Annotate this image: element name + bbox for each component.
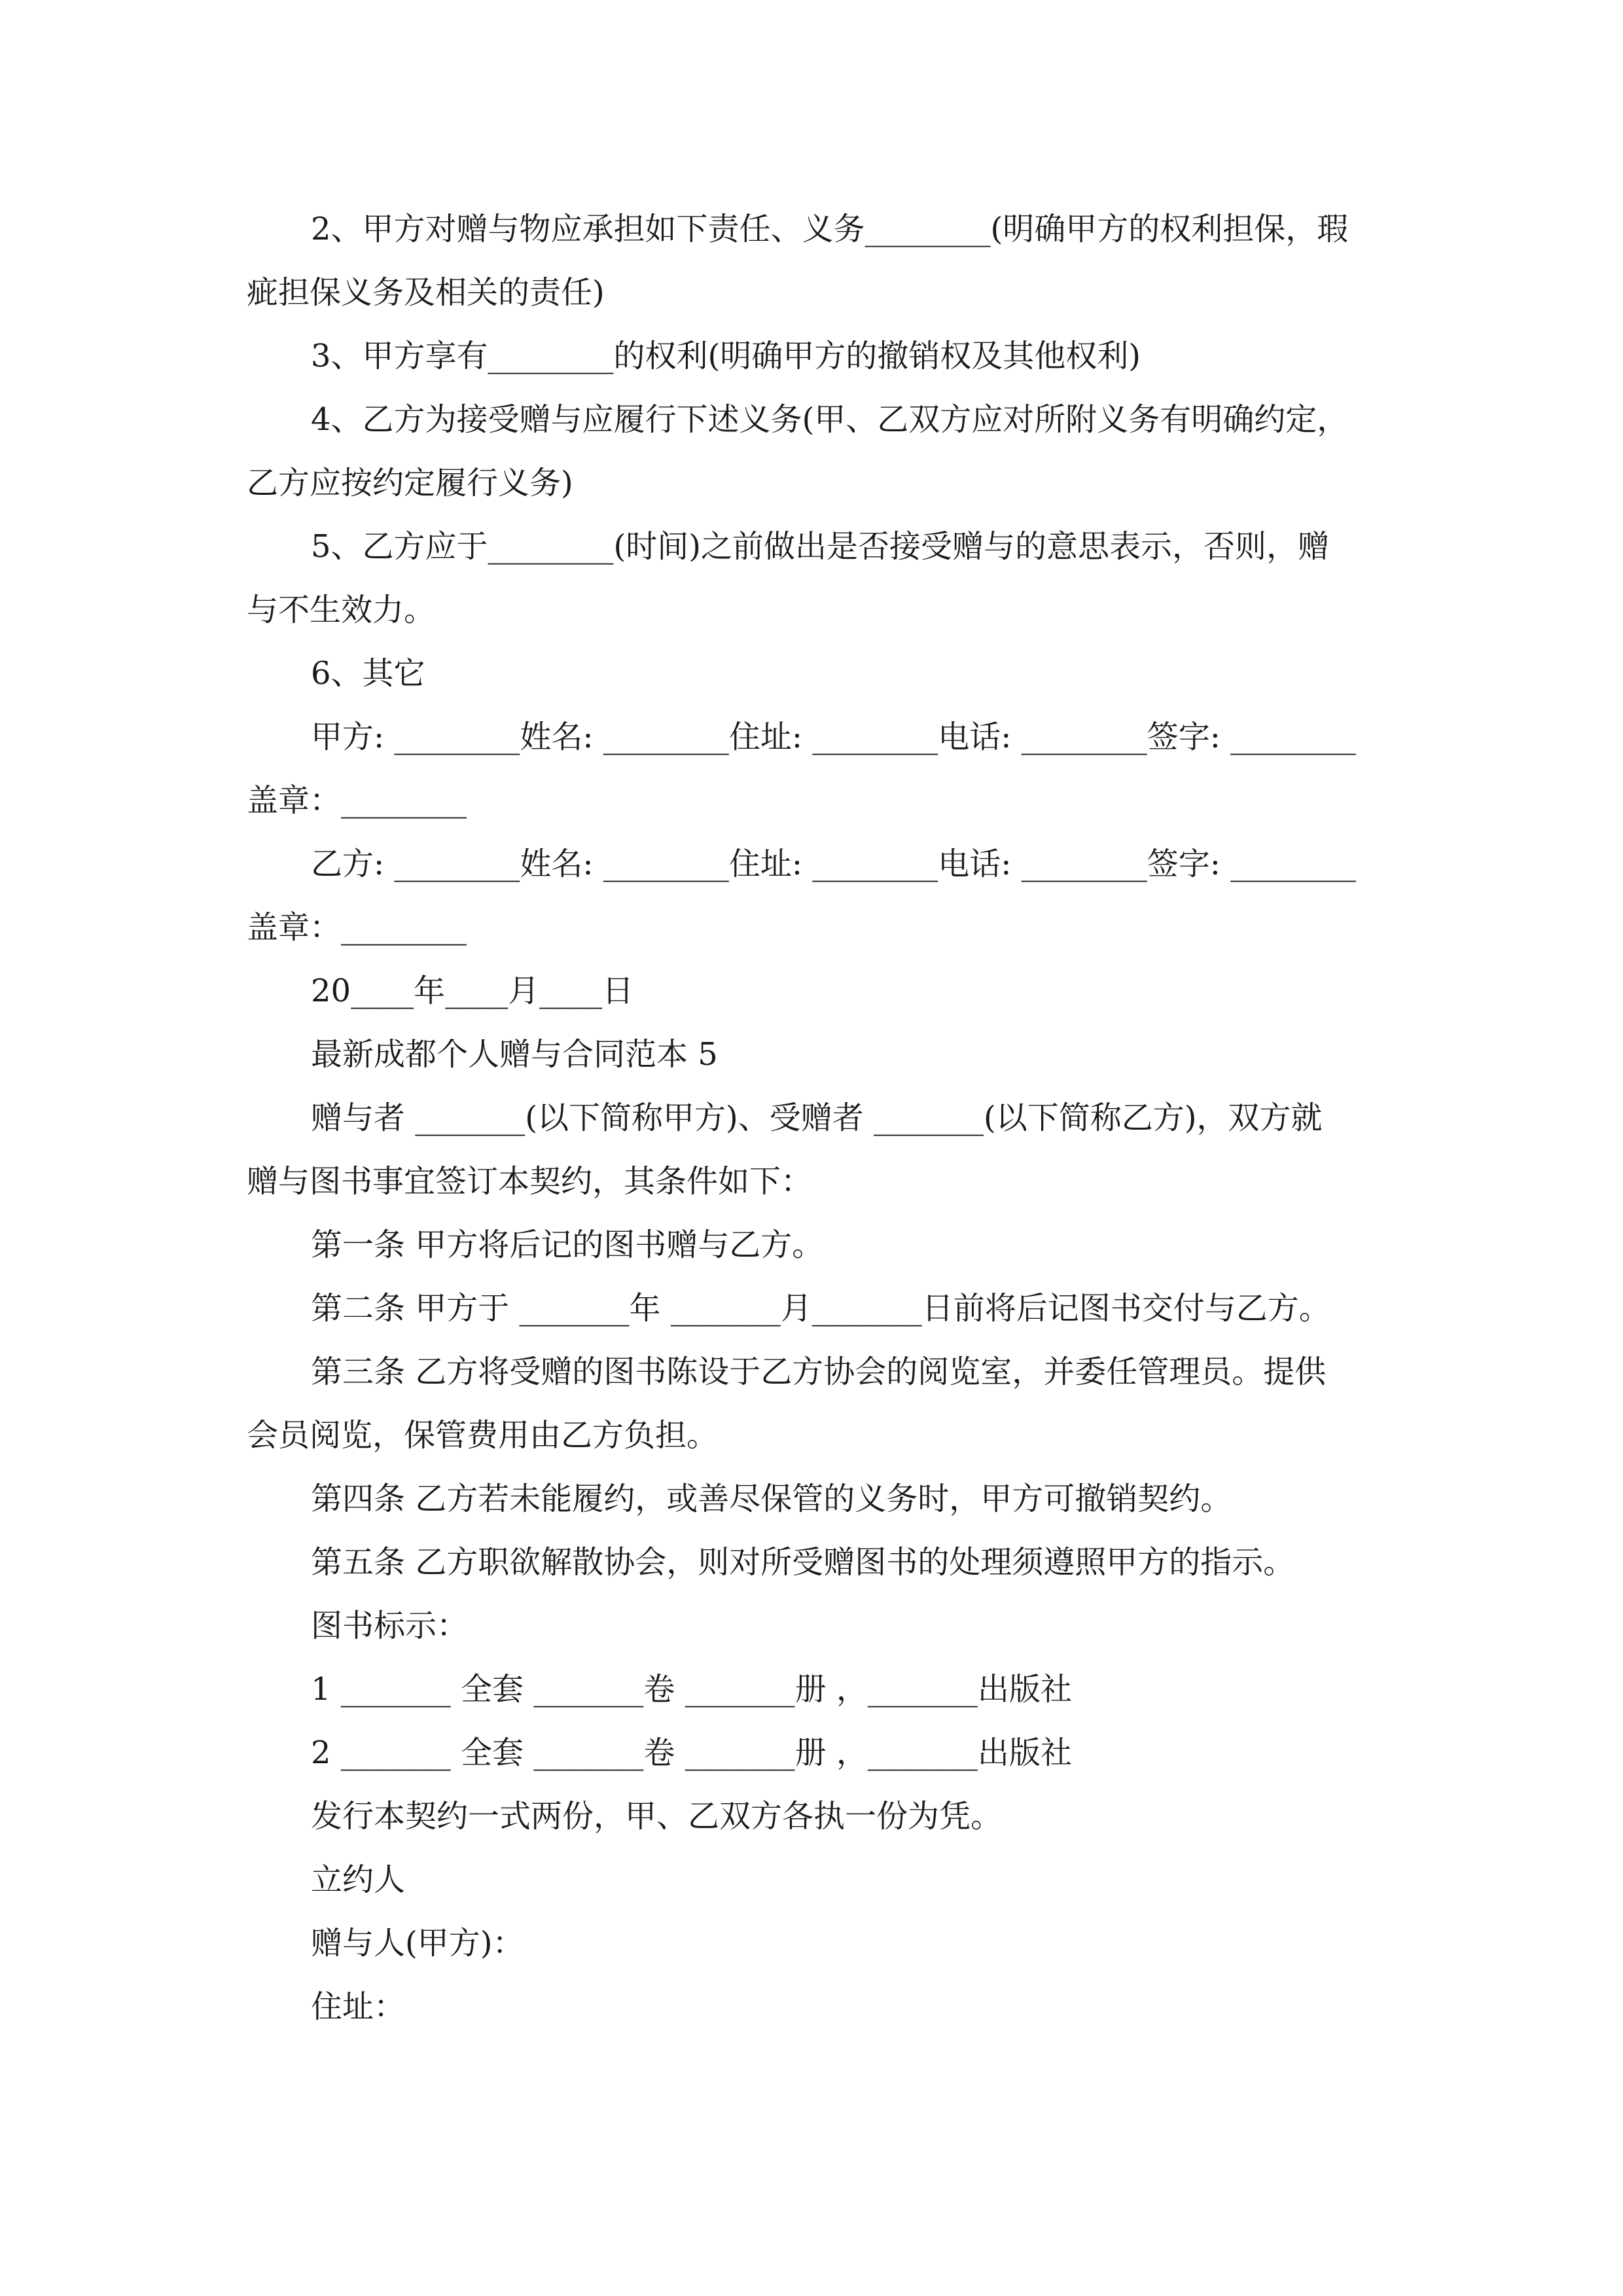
address-label: 住址： bbox=[311, 1988, 406, 2025]
article-1-line: 第一条 甲方将后记的图书赠与乙方。 bbox=[311, 1227, 824, 1263]
book-entry-1: 1 _______ 全套 _______卷 _______册 ，_______出版社 bbox=[311, 1671, 1072, 1708]
article-4-line: 第四条 乙方若未能履约，或善尽保管的义务时，甲方可撤销契约。 bbox=[311, 1480, 1232, 1517]
clause-2-line-1: 2、甲方对赠与物应承担如下责任、义务________(明确甲方的权利担保，瑕 bbox=[311, 211, 1349, 247]
article-5-line: 第五条 乙方职欲解散协会，则对所受赠图书的处理须遵照甲方的指示。 bbox=[311, 1544, 1295, 1581]
clause-4-line-2: 乙方应按约定履行义务) bbox=[247, 465, 573, 501]
section-title: 最新成都个人赠与合同范本 5 bbox=[311, 1036, 718, 1073]
intro-line-1: 赠与者 _______(以下简称甲方)、受赠者 _______(以下简称乙方)，双方就 bbox=[311, 1100, 1323, 1136]
party-b-info-line: 乙方: ________姓名: ________住址: ________电话: ________签字: ________ bbox=[311, 846, 1357, 882]
book-label-heading: 图书标示： bbox=[311, 1607, 469, 1644]
copies-line: 发行本契约一式两份，甲、乙双方各执一份为凭。 bbox=[311, 1798, 1003, 1835]
clause-2-line-2: 疵担保义务及相关的责任) bbox=[247, 274, 605, 311]
party-b-seal-line: 盖章：________ bbox=[247, 909, 467, 946]
clause-6-line: 6、其它 bbox=[311, 655, 425, 692]
intro-line-2: 赠与图书事宜签订本契约，其条件如下： bbox=[247, 1163, 813, 1200]
article-3-line-1: 第三条 乙方将受赠的图书陈设于乙方协会的阅览室，并委任管理员。提供 bbox=[311, 1354, 1327, 1390]
donor-label: 赠与人(甲方)： bbox=[311, 1925, 524, 1962]
party-a-seal-line: 盖章：________ bbox=[247, 782, 467, 819]
clause-3-line: 3、甲方享有________的权利(明确甲方的撤销权及其他权利) bbox=[311, 338, 1141, 374]
signatories-label: 立约人 bbox=[311, 1861, 406, 1898]
date-line: 20____年____月____日 bbox=[311, 973, 634, 1009]
book-entry-2: 2 _______ 全套 _______卷 _______册 ，_______出版社 bbox=[311, 1734, 1072, 1771]
clause-5-line-1: 5、乙方应于________(时间)之前做出是否接受赠与的意思表示，否则，赠 bbox=[311, 528, 1329, 565]
clause-4-line-1: 4、乙方为接受赠与应履行下述义务(甲、乙双方应对所附义务有明确约定， bbox=[311, 401, 1349, 438]
party-a-info-line: 甲方: ________姓名: ________住址: ________电话: ________签字: ________ bbox=[311, 719, 1357, 755]
article-2-line: 第二条 甲方于 _______年 _______月_______日前将后记图书交付与乙方。 bbox=[311, 1290, 1330, 1327]
clause-5-line-2: 与不生效力。 bbox=[247, 592, 436, 628]
article-3-line-2: 会员阅览，保管费用由乙方负担。 bbox=[247, 1417, 719, 1454]
